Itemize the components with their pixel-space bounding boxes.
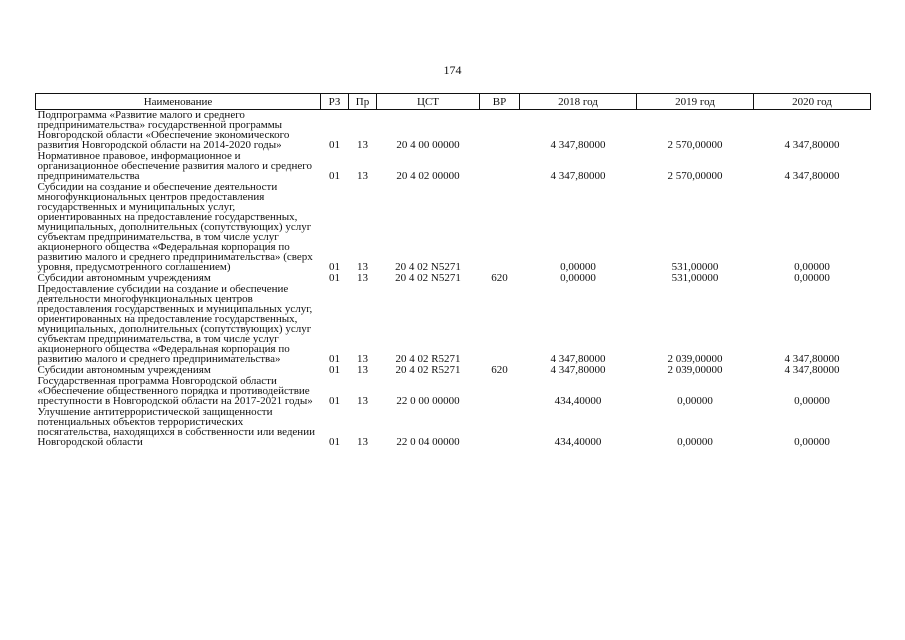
row-cst: 22 0 04 00000 [396,436,460,448]
table-row [36,151,871,182]
row-rz: 01 [329,272,340,284]
row-name: Предоставление субсидии на создание и обеспечение деятельности многофункциональных центров предоставления государственных и муниципальных услуг, ориентированных на предоставление государственных, муниципальных, дополнительных (сопутствующих) услуг субъектам предпринимательства, в том числе услуг акционерного общества «Федеральная корпорация по развитию малого и среднего предпринимательства» [37,283,313,365]
row-2018: 4 347,80000 [550,170,606,182]
column-header-name: Наименование [36,94,321,110]
row-name: Улучшение антитеррористической защищенности потенциальных объектов террористических посягательства, находящихся в собственности или ведении Новгородской области [37,406,315,448]
row-cst: 22 0 00 00000 [396,395,460,407]
row-rz: 01 [329,261,340,273]
row-name: Субсидии на создание и обеспечение деятельности многофункциональных центров предоставления государственных и муниципальных услуг, ориентированных на предоставление государственных, муниципальных, дополнительных (сопутствующих) услуг субъектам предпринимательства, в том числе услуг акционерного общества «Федеральная корпорация по развитию малого и среднего предпринимательства» (сверх уровня, предусмотренного соглашением) [37,181,313,273]
row-2018: 4 347,80000 [550,353,606,365]
row-name: Подпрограмма «Развитие малого и среднего предпринимательства» государственной программы Новгородской области «Обеспечение экономического развития Новгородской области на 2014-2020 годы» [37,109,290,151]
row-name: Государственная программа Новгородской области «Обеспечение общественного порядка и противодействие преступности в Новгородской области на 2017-2021 годы» [37,375,313,407]
row-2019: 2 570,00000 [667,139,723,151]
row-rz: 01 [329,364,340,376]
row-2019: 2 039,00000 [667,364,723,376]
row-2018: 0,00000 [560,272,596,284]
row-2018: 0,00000 [560,261,596,273]
row-cst: 20 4 02 N5271 [395,272,461,284]
row-rz: 01 [329,436,340,448]
row-2019: 531,00000 [671,272,719,284]
row-vr [480,182,520,273]
column-header-cst: ЦСТ [377,94,480,110]
column-header-pr: Пр [349,94,377,110]
column-header-2020: 2020 год [754,94,871,110]
page-number: 174 [443,63,462,77]
column-header-vr: ВР [480,94,520,110]
row-cst: 20 4 02 00000 [396,170,460,182]
table-row [36,376,871,407]
row-pr: 13 [357,436,368,448]
table-row [36,407,871,448]
row-2020: 0,00000 [794,261,830,273]
row-cst: 20 4 02 R5271 [395,353,461,365]
row-vr [480,110,520,152]
row-cst: 20 4 02 R5271 [395,364,461,376]
row-2019: 2 570,00000 [667,170,723,182]
row-rz: 01 [329,353,340,365]
row-2020: 4 347,80000 [784,353,840,365]
row-2018: 434,40000 [554,436,602,448]
row-rz: 01 [329,395,340,407]
row-pr: 13 [357,364,368,376]
row-pr: 13 [357,139,368,151]
row-vr [480,407,520,448]
column-header-2018: 2018 год [520,94,637,110]
column-header-rz: РЗ [321,94,349,110]
row-2019: 0,00000 [677,436,713,448]
row-rz: 01 [329,170,340,182]
table-body [36,110,871,449]
row-2018: 4 347,80000 [550,364,606,376]
row-vr [480,151,520,182]
row-2020: 4 347,80000 [784,364,840,376]
row-vr [480,284,520,365]
row-name: Субсидии автономным учреждениям [37,364,211,376]
row-vr [480,376,520,407]
row-pr: 13 [357,261,368,273]
row-name: Субсидии автономным учреждениям [37,272,211,284]
row-pr: 13 [357,272,368,284]
table-row [36,182,871,273]
row-pr: 13 [357,395,368,407]
row-cst: 20 4 02 N5271 [395,261,461,273]
budget-table [35,93,871,448]
row-2020: 0,00000 [794,436,830,448]
row-vr: 620 [491,272,508,284]
table-header [36,94,871,110]
row-vr: 620 [491,364,508,376]
row-2019: 2 039,00000 [667,353,723,365]
row-cst: 20 4 00 00000 [396,139,460,151]
row-2020: 0,00000 [794,272,830,284]
row-2018: 434,40000 [554,395,602,407]
row-2018: 4 347,80000 [550,139,606,151]
row-2019: 0,00000 [677,395,713,407]
table-row [36,110,871,152]
row-2020: 4 347,80000 [784,139,840,151]
column-header-2019: 2019 год [637,94,754,110]
row-2019: 531,00000 [671,261,719,273]
row-2020: 0,00000 [794,395,830,407]
row-pr: 13 [357,353,368,365]
row-name: Нормативное правовое, информационное и организационное обеспечение развития малого и среднего предпринимательства [37,150,313,182]
row-2020: 4 347,80000 [784,170,840,182]
row-rz: 01 [329,139,340,151]
row-pr: 13 [357,170,368,182]
table-row [36,284,871,365]
